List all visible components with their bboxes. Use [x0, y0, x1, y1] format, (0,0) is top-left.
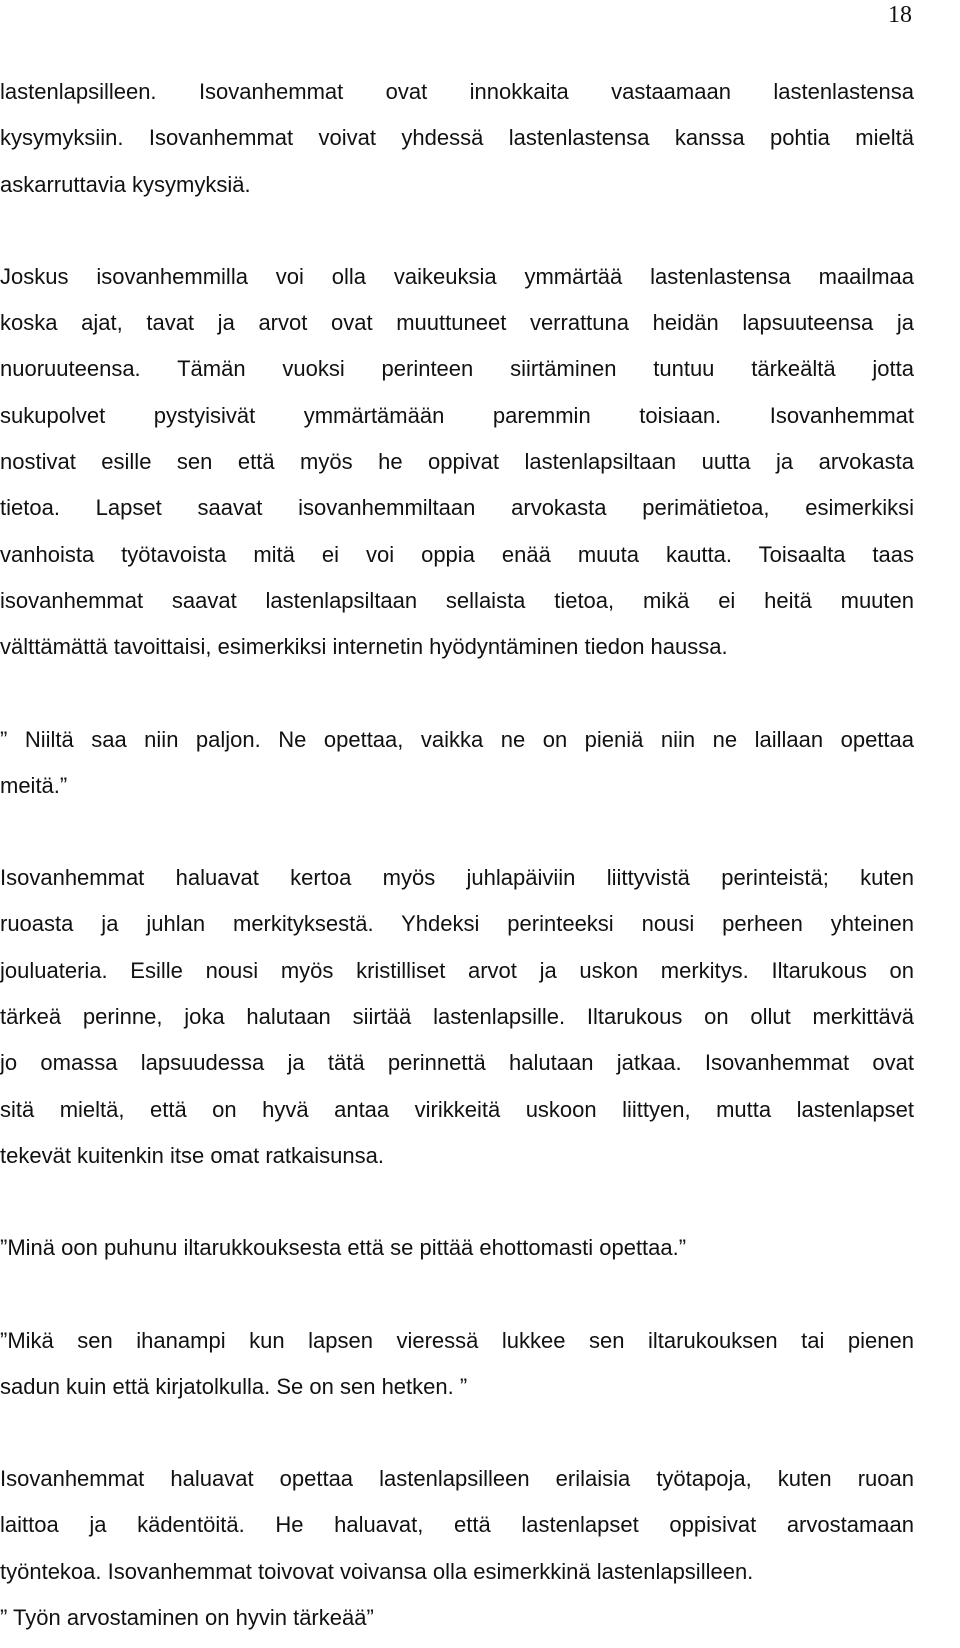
quote-line: meitä.”	[0, 772, 68, 798]
text-line: välttämättä tavoittaisi, esimerkiksi internetin hyödyntäminen tiedon haussa.	[0, 634, 728, 660]
paragraph-gap	[0, 1272, 914, 1318]
text-line: jouluateria. Esille nousi myös kristilliset arvot ja uskon merkitys. Iltarukous on	[0, 957, 914, 983]
paragraph-gap	[0, 208, 914, 254]
paragraph-work-methods	[0, 1456, 914, 1641]
text-line: koska ajat, tavat ja arvot ovat muuttuneet verrattuna heidän lapsuuteensa ja	[0, 310, 914, 336]
quote-bedtime-reading	[0, 1318, 914, 1411]
text-line: Joskus isovanhemmilla voi olla vaikeuksia ymmärtää lastenlastensa maailmaa	[0, 263, 914, 289]
text-line: tärkeä perinne, joka halutaan siirtää lastenlapsille. Iltarukous on ollut merkittävä	[0, 1004, 914, 1030]
paragraph-gap	[0, 1410, 914, 1456]
quote-line: ” Työn arvostaminen on hyvin tärkeää”	[0, 1605, 374, 1631]
text-line: sitä mieltä, että on hyvä antaa virikkeitä uskoon liittyen, mutta lastenlapset	[0, 1096, 914, 1122]
quote-line: ”Minä oon puhunu iltarukkouksesta että se pittää ehottomasti opettaa.”	[0, 1235, 687, 1261]
text-line: sukupolvet pystyisivät ymmärtämään paremmin toisiaan. Isovanhemmat	[0, 402, 914, 428]
document-body	[0, 69, 914, 1641]
text-line: nuoruuteensa. Tämän vuoksi perinteen siirtäminen tuntuu tärkeältä jotta	[0, 356, 914, 382]
text-line: askarruttavia kysymyksiä.	[0, 171, 251, 197]
paragraph-gap	[0, 671, 914, 717]
text-line: nostivat esille sen että myös he oppivat lastenlapsiltaan uutta ja arvokasta	[0, 449, 914, 475]
quote-evening-prayer	[0, 1225, 914, 1271]
text-line: tekevät kuitenkin itse omat ratkaisunsa.	[0, 1142, 384, 1168]
quote-line: ” Niiltä saa niin paljon. Ne opettaa, vaikka ne on pieniä niin ne laillaan opettaa	[0, 726, 914, 752]
text-line: Isovanhemmat haluavat opettaa lastenlapsilleen erilaisia työtapoja, kuten ruoan	[0, 1466, 914, 1492]
quote-learning-from-children	[0, 717, 914, 810]
paragraph-gap	[0, 809, 914, 855]
text-line: tietoa. Lapset saavat isovanhemmiltaan arvokasta perimätietoa, esimerkiksi	[0, 495, 914, 521]
text-line: lastenlapsilleen. Isovanhemmat ovat innokkaita vastaamaan lastenlastensa	[0, 79, 914, 104]
text-line: työntekoa. Isovanhemmat toivovat voivansa olla esimerkkinä lastenlapsilleen.	[0, 1558, 754, 1584]
paragraph-gap	[0, 1179, 914, 1225]
text-line: ruoasta ja juhlan merkityksestä. Yhdeksi perinteeksi nousi perheen yhteinen	[0, 911, 914, 937]
text-line: vanhoista työtavoista mitä ei voi oppia enää muuta kautta. Toisaalta taas	[0, 541, 914, 567]
page-number: 18	[888, 2, 912, 28]
quote-line: sadun kuin että kirjatolkulla. Se on sen hetken. ”	[0, 1373, 468, 1399]
text-line: Isovanhemmat haluavat kertoa myös juhlapäiviin liittyvistä perinteistä; kuten	[0, 865, 914, 891]
text-line: jo omassa lapsuudessa ja tätä perinnettä halutaan jatkaa. Isovanhemmat ovat	[0, 1050, 914, 1076]
paragraph-holiday-traditions	[0, 855, 914, 1179]
text-line: laittoa ja kädentöitä. He haluavat, että lastenlapset oppisivat arvostamaan	[0, 1512, 914, 1538]
text-line: isovanhemmat saavat lastenlapsiltaan sellaista tietoa, mikä ei heitä muuten	[0, 587, 914, 613]
quote-line: ”Mikä sen ihanampi kun lapsen vieressä lukkee sen iltarukouksen tai pienen	[0, 1327, 914, 1353]
paragraph-grandparents-questions	[0, 69, 914, 208]
paragraph-generational-understanding	[0, 254, 914, 671]
text-line: kysymyksiin. Isovanhemmat voivat yhdessä lastenlastensa kanssa pohtia mieltä	[0, 125, 914, 151]
